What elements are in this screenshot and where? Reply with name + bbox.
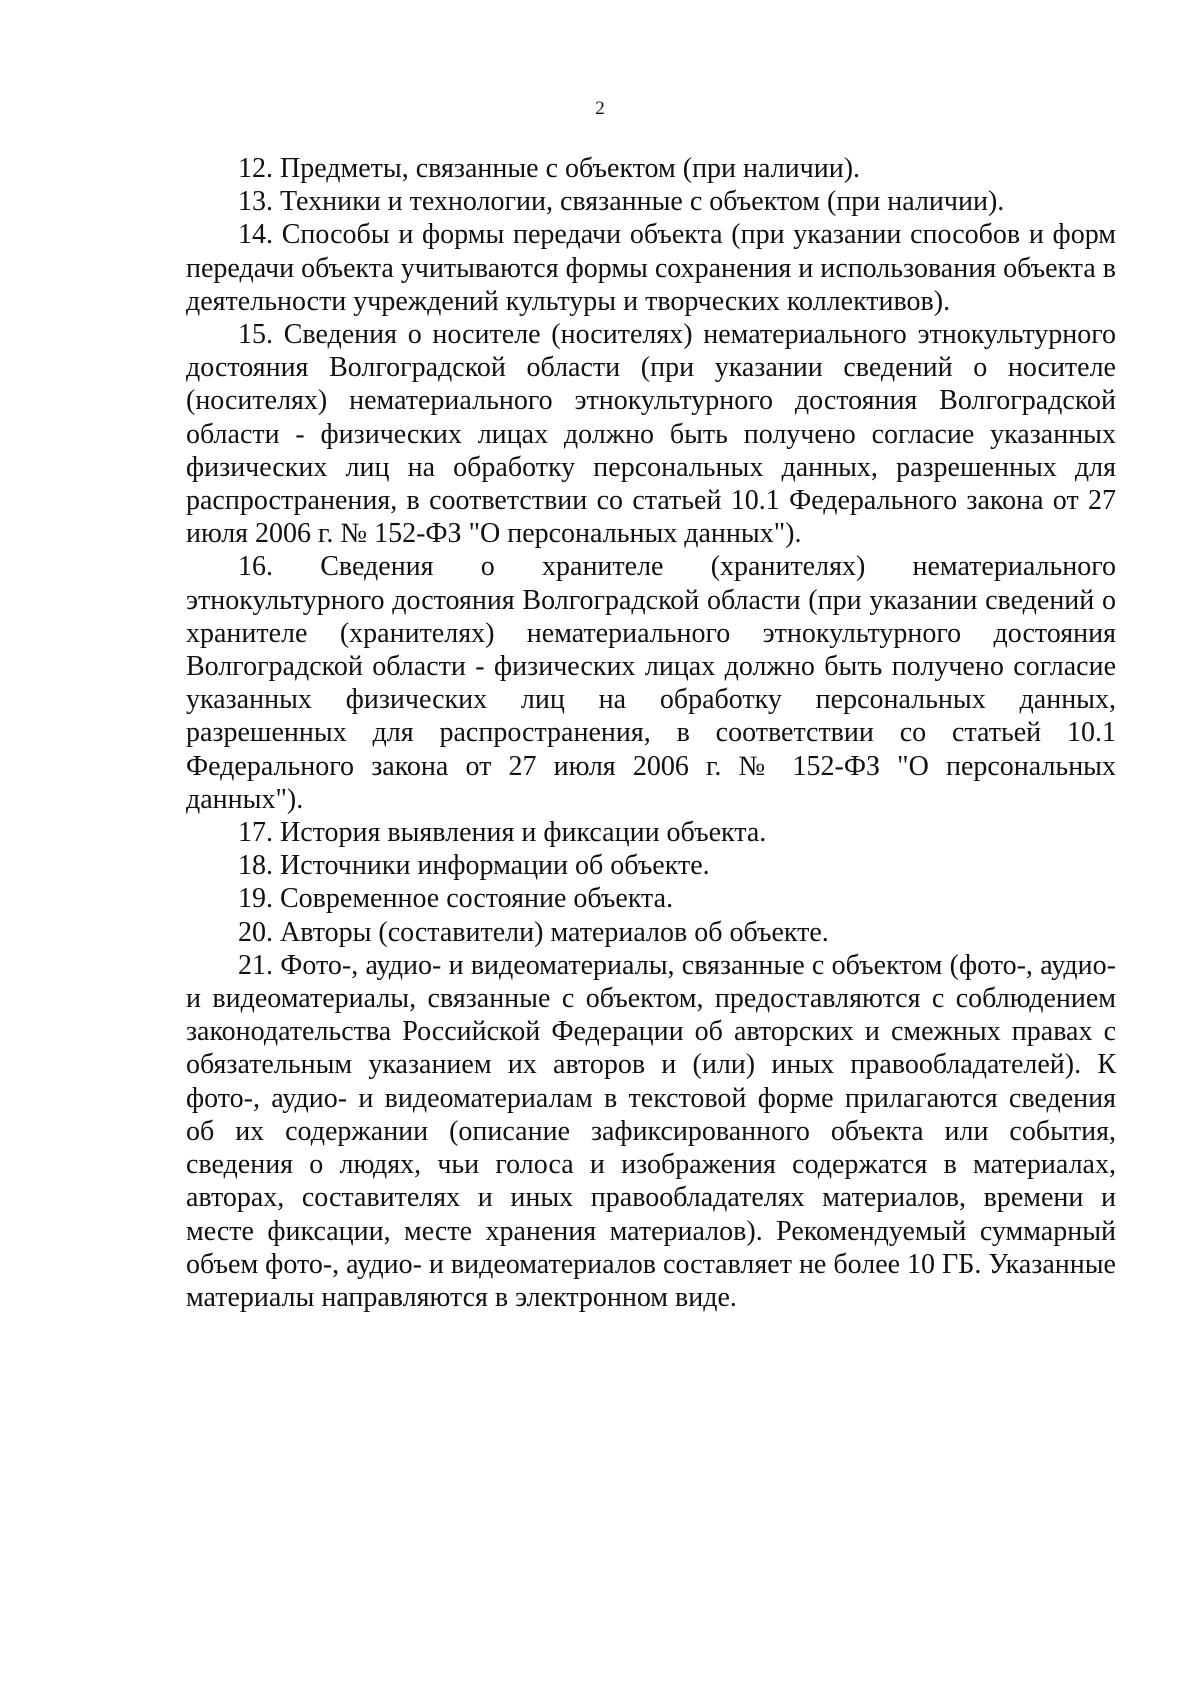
paragraph-item-16: 16. Сведения о хранителе (хранителях) нематериального этнокультурного достояния Волгоградской области (при указании сведений о хранителе (хранителях) нематериального этнокультурного достояния Волгоградской области - физических лицах должно быть получено согласие указанных физических лиц на обработку персональных данных, разрешенных для распространения, в соответствии со статьей 10.1 Федерального закона от 27 июля 2006 г. № 152-ФЗ "О персональных данных"). bbox=[186, 551, 1116, 815]
paragraph-item-21: 21. Фото-, аудио- и видеоматериалы, связанные с объектом (фото-, аудио- и видеоматериалы, связанные с объектом, предоставляются с соблюдением законодательства Российской Федерации об авторских и смежных правах с обязательным указанием их авторов и (или) иных правообладателей). К фото-, аудио- и видеоматериалам в текстовой форме прилагаются сведения об их содержании (описание зафиксированного объекта или события, сведения о людях, чьи голоса и изображения содержатся в материалах, авторах, составителях и иных правообладателях материалов, времени и месте фиксации, месте хранения материалов). Рекомендуемый суммарный объем фото-, аудио- и видеоматериалов составляет не более 10 ГБ. Указанные материалы направляются в электронном виде. bbox=[186, 949, 1116, 1313]
paragraph-item-18: 18. Источники информации об объекте. bbox=[238, 850, 710, 882]
paragraph-item-14: 14. Способы и формы передачи объекта (при указании способов и форм передачи объекта учитываются формы сохранения и использования объекта в деятельности учреждений культуры и творческих коллективов). bbox=[186, 219, 1116, 317]
paragraph-item-17: 17. История выявления и фиксации объекта. bbox=[238, 817, 767, 849]
paragraph-item-13: 13. Техники и технологии, связанные с объектом (при наличии). bbox=[238, 186, 1005, 218]
paragraph-item-12: 12. Предметы, связанные с объектом (при наличии). bbox=[238, 153, 861, 184]
document-body bbox=[186, 152, 1116, 1314]
paragraph-item-19: 19. Современное состояние объекта. bbox=[238, 883, 674, 915]
page-number: 2 bbox=[595, 98, 605, 119]
paragraph-item-15: 15. Сведения о носителе (носителях) нематериального этнокультурного достояния Волгоградской области (при указании сведений о носителе (носителях) нематериального этнокультурного достояния Волгоградской области - физических лицах должно быть получено согласие указанных физических лиц на обработку персональных данных, разрешенных для распространения, в соответствии со статьей 10.1 Федерального закона от 27 июля 2006 г. № 152-ФЗ "О персональных данных"). bbox=[186, 319, 1116, 550]
paragraph-item-20: 20. Авторы (составители) материалов об объекте. bbox=[238, 916, 829, 948]
